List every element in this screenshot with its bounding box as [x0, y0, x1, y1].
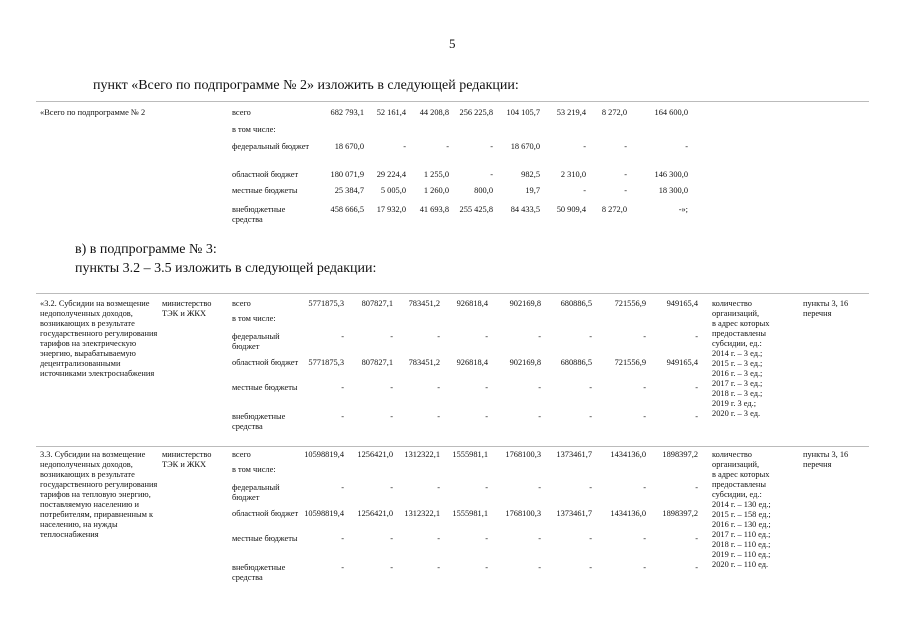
- section-heading-2: в) в подпрограмме № 3:: [75, 242, 217, 257]
- table1-cell: 18 670,0: [334, 142, 364, 151]
- table1-cell: 18 300,0: [658, 186, 688, 195]
- table1-cell: 19,7: [525, 186, 540, 195]
- table1-cell: 18 670,0: [510, 142, 540, 151]
- value-cell: -: [485, 412, 488, 421]
- row-label: местные бюджеты: [232, 534, 298, 543]
- table1-cell: -: [403, 142, 406, 151]
- value-cell: -: [485, 534, 488, 543]
- value-cell: 949165,4: [666, 358, 698, 367]
- indicator-line: 2014 г. – 3 ед.;: [712, 349, 763, 358]
- value-cell: -: [437, 412, 440, 421]
- reference: пункты 3, 16 перечня: [803, 299, 849, 318]
- table1-cell: 1 260,0: [423, 186, 449, 195]
- value-cell: -: [485, 563, 488, 572]
- row-label: федеральный бюджет: [232, 483, 280, 502]
- value-cell: 5771875,3: [308, 358, 344, 367]
- table1-cell: -: [583, 186, 586, 195]
- indicator-line: количество: [712, 299, 752, 308]
- value-cell: 1256421,0: [357, 509, 393, 518]
- row-label: в том числе:: [232, 314, 276, 323]
- value-cell: 1312322,1: [404, 509, 440, 518]
- value-cell: -: [341, 332, 344, 341]
- section-heading-1: пункт «Всего по подпрограмме № 2» изложить в следующей редакции:: [93, 78, 519, 93]
- table1-cell: 682 793,1: [330, 108, 364, 117]
- row-label: внебюджетные средства: [232, 412, 286, 431]
- value-cell: 721556,9: [614, 358, 646, 367]
- table1-cell: 104 105,7: [506, 108, 540, 117]
- value-cell: -: [485, 332, 488, 341]
- indicator-line: 2018 г. – 3 ед.;: [712, 389, 763, 398]
- value-cell: 1373461,7: [556, 450, 592, 459]
- table1-cell: 458 666,5: [330, 205, 364, 214]
- value-cell: -: [341, 534, 344, 543]
- rule-section33: [36, 446, 869, 447]
- value-cell: 807827,1: [361, 299, 393, 308]
- indicator-line: 2015 г. – 3 ед.;: [712, 359, 763, 368]
- value-cell: 1256421,0: [357, 450, 393, 459]
- value-cell: -: [695, 534, 698, 543]
- value-cell: 1898397,2: [662, 509, 698, 518]
- value-cell: -: [341, 563, 344, 572]
- value-cell: -: [341, 412, 344, 421]
- row-label: федеральный бюджет: [232, 332, 280, 351]
- value-cell: -: [589, 412, 592, 421]
- value-cell: 10598819,4: [304, 509, 344, 518]
- row-label: областной бюджет: [232, 509, 299, 518]
- table1-cell: -»;: [678, 205, 688, 214]
- indicator-line: предоставлены: [712, 329, 766, 338]
- table1-cell: 180 071,9: [330, 170, 364, 179]
- table1-cell: 800,0: [474, 186, 493, 195]
- value-cell: -: [485, 483, 488, 492]
- indicator-line: 2019 г. 3 ед.;: [712, 399, 757, 408]
- row-label: местные бюджеты: [232, 383, 298, 392]
- value-cell: 807827,1: [361, 358, 393, 367]
- value-cell: -: [589, 563, 592, 572]
- indicator-line: 2020 г. – 110 ед.: [712, 560, 769, 569]
- table1-cell: 41 693,8: [419, 205, 449, 214]
- value-cell: -: [390, 332, 393, 341]
- table1-cell: 255 425,8: [459, 205, 493, 214]
- value-cell: 1898397,2: [662, 450, 698, 459]
- row-label: всего: [232, 299, 251, 308]
- value-cell: 10598819,4: [304, 450, 344, 459]
- section-title: «3.2. Субсидии на возмещение недополученных доходов, возникающих в результате государственного регулирования тарифов на электрическую энергию, вырабатываемую децентрализованными источниками электроснабжения: [40, 299, 158, 378]
- table1-row-label: всего: [232, 108, 251, 117]
- table1-cell: 17 932,0: [376, 205, 406, 214]
- table1-cell: 8 272,0: [601, 108, 627, 117]
- indicator-line: 2019 г. – 110 ед.;: [712, 550, 771, 559]
- value-cell: -: [643, 383, 646, 392]
- value-cell: -: [538, 534, 541, 543]
- value-cell: -: [437, 563, 440, 572]
- executor: министерство ТЭК и ЖКХ: [162, 450, 212, 469]
- value-cell: 783451,2: [408, 358, 440, 367]
- table1-cell: 146 300,0: [654, 170, 688, 179]
- value-cell: -: [695, 483, 698, 492]
- value-cell: -: [538, 412, 541, 421]
- value-cell: -: [437, 383, 440, 392]
- table1-cell: 29 224,4: [376, 170, 406, 179]
- value-cell: -: [538, 483, 541, 492]
- value-cell: -: [390, 483, 393, 492]
- value-cell: -: [538, 383, 541, 392]
- row-label: всего: [232, 450, 251, 459]
- page-number: 5: [449, 36, 456, 51]
- indicator-line: субсидии, ед.:: [712, 490, 762, 499]
- table1-cell: -: [624, 170, 627, 179]
- rule-section32: [36, 293, 869, 294]
- value-cell: -: [695, 383, 698, 392]
- table1-row-label: внебюджетные средства: [232, 205, 286, 224]
- indicator-line: организаций,: [712, 460, 760, 469]
- value-cell: 1555981,1: [452, 509, 488, 518]
- table1-cell: 53 219,4: [556, 108, 586, 117]
- value-cell: 1434136,0: [610, 509, 646, 518]
- value-cell: -: [538, 332, 541, 341]
- indicator-line: 2016 г. – 3 ед.;: [712, 369, 763, 378]
- value-cell: -: [589, 483, 592, 492]
- table1-cell: -: [685, 142, 688, 151]
- value-cell: -: [538, 563, 541, 572]
- table1-cell: -: [624, 186, 627, 195]
- value-cell: 1373461,7: [556, 509, 592, 518]
- value-cell: -: [643, 332, 646, 341]
- table1-cell: 50 909,4: [556, 205, 586, 214]
- value-cell: -: [589, 332, 592, 341]
- rule-table1: [36, 101, 869, 102]
- indicator-line: субсидии, ед.:: [712, 339, 762, 348]
- value-cell: -: [390, 534, 393, 543]
- value-cell: 1768100,3: [505, 450, 541, 459]
- indicator-line: количество: [712, 450, 752, 459]
- executor: министерство ТЭК и ЖКХ: [162, 299, 212, 318]
- table1-cell: 44 208,8: [419, 108, 449, 117]
- section-title: 3.3. Субсидии на возмещение недополученных доходов, возникающих в результате государственного регулирования тарифов на тепловую энергию, поставляемую населению и потребителям, приравненным к населению, на нужды теплоснабжения: [40, 450, 158, 539]
- value-cell: 949165,4: [666, 299, 698, 308]
- table1-cell: 2 310,0: [560, 170, 586, 179]
- indicator-line: организаций,: [712, 309, 760, 318]
- value-cell: -: [437, 332, 440, 341]
- value-cell: -: [695, 332, 698, 341]
- value-cell: -: [390, 412, 393, 421]
- indicator-line: 2015 г. – 158 ед.;: [712, 510, 771, 519]
- table1-cell: 84 433,5: [510, 205, 540, 214]
- table1-cell: 982,5: [521, 170, 540, 179]
- value-cell: -: [437, 534, 440, 543]
- table1-cell: 5 005,0: [380, 186, 406, 195]
- table1-cell: 8 272,0: [601, 205, 627, 214]
- table1-row-label: федеральный бюджет: [232, 142, 310, 151]
- value-cell: -: [589, 534, 592, 543]
- value-cell: -: [589, 383, 592, 392]
- indicator-line: 2017 г. – 3 ед.;: [712, 379, 763, 388]
- reference: пункты 3, 16 перечня: [803, 450, 849, 469]
- table1-cell: -: [624, 142, 627, 151]
- value-cell: -: [643, 412, 646, 421]
- indicator-line: предоставлены: [712, 480, 766, 489]
- indicator-line: в адрес которых: [712, 319, 770, 328]
- indicator-line: 2018 г. – 110 ед.;: [712, 540, 771, 549]
- section-heading-3: пункты 3.2 – 3.5 изложить в следующей редакции:: [75, 261, 377, 276]
- value-cell: 902169,8: [509, 299, 541, 308]
- table1-cell: 164 600,0: [654, 108, 688, 117]
- value-cell: 783451,2: [408, 299, 440, 308]
- value-cell: -: [341, 483, 344, 492]
- table1-cell: 52 161,4: [376, 108, 406, 117]
- indicator-line: 2020 г. – 3 ед.: [712, 409, 761, 418]
- value-cell: 721556,9: [614, 299, 646, 308]
- row-label: внебюджетные средства: [232, 563, 286, 582]
- indicator-line: 2017 г. – 110 ед.;: [712, 530, 771, 539]
- value-cell: -: [341, 383, 344, 392]
- table1-cell: -: [583, 142, 586, 151]
- indicator-line: 2014 г. – 130 ед.;: [712, 500, 771, 509]
- value-cell: -: [695, 412, 698, 421]
- value-cell: -: [643, 563, 646, 572]
- row-label: областной бюджет: [232, 358, 299, 367]
- table1-cell: -: [490, 142, 493, 151]
- value-cell: 1555981,1: [452, 450, 488, 459]
- table1-cell: 25 384,7: [334, 186, 364, 195]
- indicator-line: 2016 г. – 130 ед.;: [712, 520, 771, 529]
- value-cell: 926818,4: [456, 299, 488, 308]
- value-cell: -: [643, 534, 646, 543]
- table1-cell: 1 255,0: [423, 170, 449, 179]
- indicator-line: в адрес которых: [712, 470, 770, 479]
- value-cell: 1434136,0: [610, 450, 646, 459]
- table1-row-label: в том числе:: [232, 125, 276, 134]
- value-cell: 926818,4: [456, 358, 488, 367]
- value-cell: -: [390, 563, 393, 572]
- value-cell: -: [695, 563, 698, 572]
- value-cell: -: [390, 383, 393, 392]
- value-cell: -: [485, 383, 488, 392]
- table1-cell: 256 225,8: [459, 108, 493, 117]
- table1-row-label: местные бюджеты: [232, 186, 298, 195]
- value-cell: -: [437, 483, 440, 492]
- table1-row-label: областной бюджет: [232, 170, 299, 179]
- value-cell: 1312322,1: [404, 450, 440, 459]
- table1-title: «Всего по подпрограмме № 2: [40, 108, 146, 117]
- value-cell: 5771875,3: [308, 299, 344, 308]
- table1-cell: -: [490, 170, 493, 179]
- value-cell: 1768100,3: [505, 509, 541, 518]
- table1-cell: -: [446, 142, 449, 151]
- row-label: в том числе:: [232, 465, 276, 474]
- value-cell: 680886,5: [560, 358, 592, 367]
- value-cell: 680886,5: [560, 299, 592, 308]
- value-cell: 902169,8: [509, 358, 541, 367]
- value-cell: -: [643, 483, 646, 492]
